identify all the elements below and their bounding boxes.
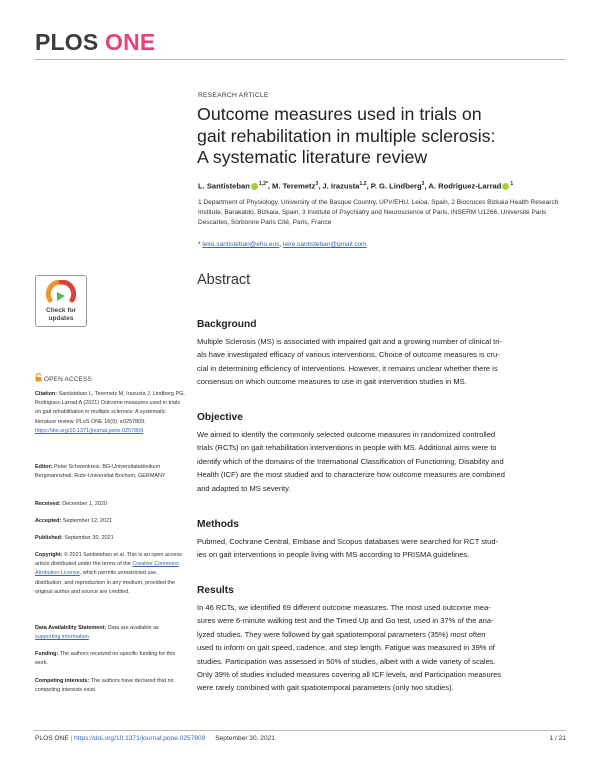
citation-block: Citation: Santisteban L, Teremetz M, Irazusta J, Lindberg PG, Rodriguez-Larrad A (2021) Outcome measures used in trials on gait rehabilitation in multiple sclerosis: A systematic literature review. PLoS ONE 16(9): e0257809. https://doi.org/10.1371/journal.pone.0257809 (35, 391, 185, 434)
author-name[interactable]: A. Rodriguez-Larrad (428, 181, 502, 191)
published-date: Published: September 30, 2021 (35, 535, 114, 541)
citation-doi-link[interactable]: https://doi.org/10.1371/journal.pone.0257809 (35, 427, 144, 434)
open-lock-icon (35, 373, 42, 382)
check-updates-icon (45, 280, 77, 308)
competing-interests-block: Competing interests: The authors have declared that no competing interests exist. (35, 678, 174, 694)
received-date: Received: December 1, 2020 (35, 501, 107, 507)
section-body-methods: Pubmed, Cochrane Central, Embase and Scopus databases were searched for RCT stud- ies on gait interventions in people living with MS according to PRISMA guidelines. (197, 537, 499, 560)
orcid-icon[interactable] (502, 183, 509, 190)
editor-block: Editor: Peter Schwenkreis, BG-Universitatsklinikum Bergmannsheil, Ruhr-Universitat Bochum, GERMANY (35, 464, 166, 480)
accepted-date: Accepted: September 12, 2021 (35, 518, 113, 524)
data-availability-block: Data Availability Statement: Data are available as supporting information. (35, 625, 159, 641)
author-name[interactable]: M. Teremetz (272, 181, 316, 191)
section-heading-objective: Objective (197, 412, 243, 423)
footer-doi-link[interactable]: https://doi.org/10.1371/journal.pone.0257809 (74, 735, 206, 742)
journal-logo: PLOS ONE (35, 29, 156, 55)
affiliations: 1 Department of Physiology, University of the Basque Country, UPV/EHU, Leioa, Spain, 2 Biocruces Bizkaia Health Research Institute, Barakaldo, Bizkaia, Spain, 3 Institute of Psychiatry and Neuroscience of Paris, INSERM U1266, Université Paris Descartes, Sorbonne Paris Cité, Paris, France (198, 199, 559, 226)
header-divider (34, 59, 566, 60)
email-link[interactable]: leire.santisteban@ehu.eus (202, 241, 280, 248)
article-type: RESEARCH ARTICLE (198, 92, 269, 99)
section-heading-background: Background (197, 319, 257, 330)
article-title: Outcome measures used in trials on gait rehabilitation in multiple sclerosis: A systematic literature review (197, 104, 496, 167)
copyright-block: Copyright: © 2021 Santisteban et al. This is an open access article distributed under the terms of the Creative Commons Attribution License, which permits unrestricted use, distribution, and reproduction in any medium, provided the original author and source are credited. (35, 552, 182, 595)
email-link[interactable]: leire.santisteban@gmail.com (283, 241, 367, 248)
section-heading-results: Results (197, 585, 234, 596)
page-footer: PLOS ONE | https://doi.org/10.1371/journal.pone.0257809 September 30, 2021 (35, 735, 275, 742)
author-list: L. Santisteban $^{1,2*}$, M. Teremetz$^3$, J. Irazusta$^{1,2}$, P. G. Lindberg$^3$, A. Rodriguez-Larrad $^1$ (198, 181, 514, 191)
footer-divider (34, 730, 566, 731)
supporting-information-link[interactable]: supporting information (35, 634, 89, 641)
section-body-background: Multiple Sclerosis (MS) is associated with impaired gait and a growing number of clinical tri- als have investigated efficacy of various interventions. Choice of outcome measures is cru- cial in determining efficiency of interventions. However, it remains unclear whether there is consensus on which outcome measures to use in gait intervention studies in MS. (197, 337, 502, 387)
author-name[interactable]: P. G. Lindberg (370, 181, 422, 191)
author-name[interactable]: L. Santisteban (198, 181, 250, 191)
section-heading-methods: Methods (197, 519, 239, 530)
page-number: 1 / 21 (549, 735, 566, 742)
abstract-heading: Abstract (197, 272, 251, 288)
funding-block: Funding: The authors received no specific funding for this work. (35, 651, 176, 667)
license-link[interactable]: Creative Commons Attribution License (35, 561, 179, 577)
corresponding-author: * leire.santisteban@ehu.eus, leire.santisteban@gmail.com (198, 241, 367, 248)
check-for-updates-button[interactable]: Check for updates (35, 275, 87, 327)
author-name[interactable]: J. Irazusta (322, 181, 360, 191)
section-body-results: In 46 RCTs, we identified 69 different outcome measures. The most used outcome mea- sures were 6-minute walking test and the Timed Up and Go test, used in 37% of the ana- lyzed studies. They were followed by gait spatiotemporal parameters (35%) most often used to inform on gait speed, cadence, and step length. Fatigue was measured in 39% of studies. Participation was assessed in 50% of studies, albeit with a wide variety of scales. Only 39% of studies included measures covering all ICF levels, and Participation measures were rarely combined with gait spatiotemporal parameters (only two studies). (197, 603, 502, 693)
orcid-icon[interactable] (251, 183, 258, 190)
open-access-label: OPEN ACCESS (35, 373, 92, 383)
section-body-objective: We aimed to identify the commonly selected outcome measures in randomized controlled trials (RCTs) on gait rehabilitation interventions in people with MS. Additional aims were to identify which of the domains of the International Classification of Functioning, Disability and Health (ICF) are the most studied and to characterize how outcome measures are combined and adapted to MS severity. (197, 430, 505, 493)
